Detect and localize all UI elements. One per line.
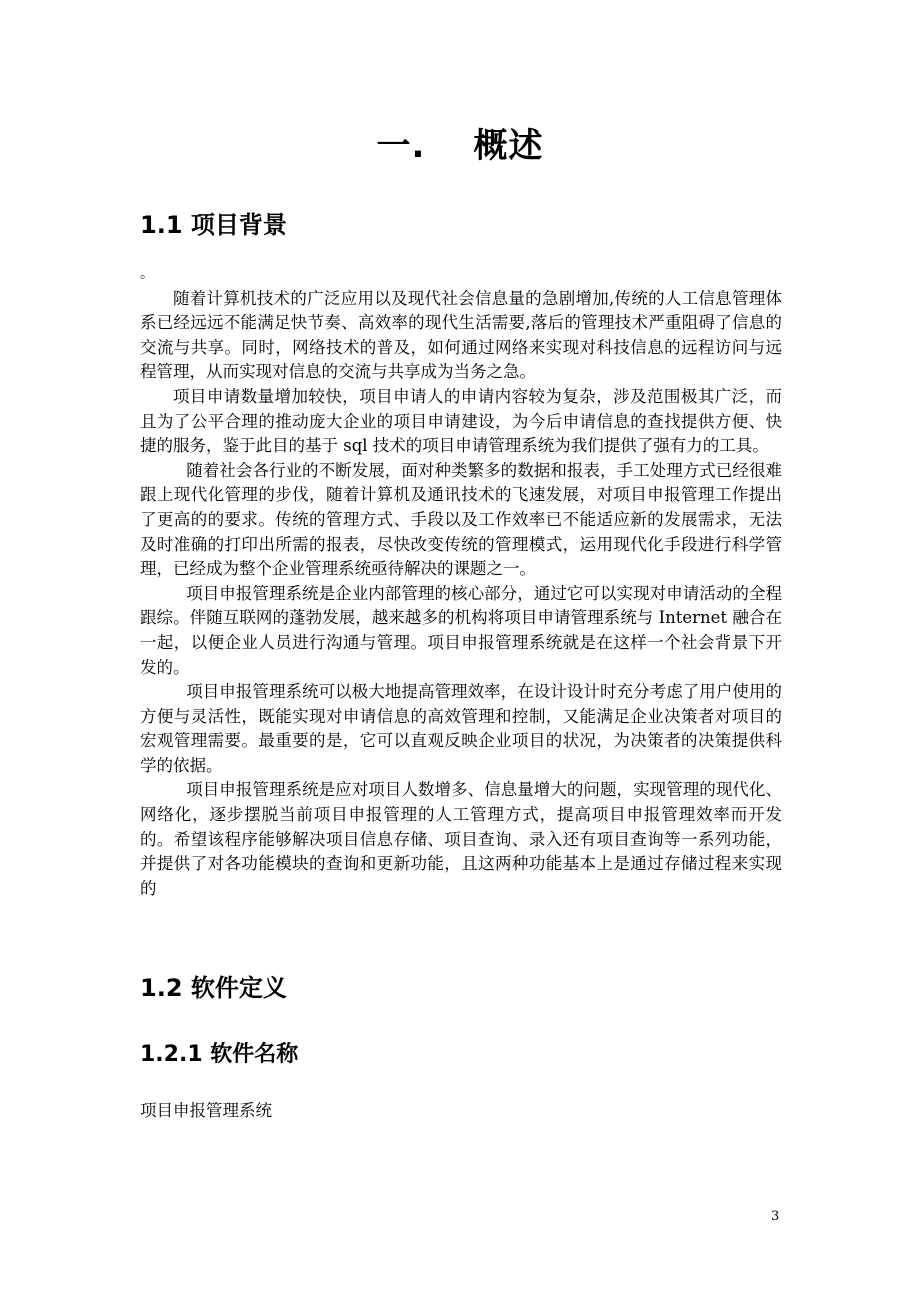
lead-mark: 。	[140, 266, 154, 282]
chapter-title-text: 概述	[473, 126, 544, 166]
section-heading-1-2: 1.2 软件定义	[140, 974, 287, 1002]
page-number: 3	[771, 1209, 780, 1224]
section-heading-1-2-1: 1.2.1 软件名称	[140, 1042, 299, 1067]
chapter-number: 一.	[376, 126, 426, 166]
paragraph-1: 随着计算机技术的广泛应用以及现代社会信息量的急剧增加,传统的人工信息管理体系已经远远不能满足快节奏、高效率的现代生活需要,落后的管理技术严重阻碍了信息的交流与共享。同时，网络技术的普及，如何通过网络来实现对科技信息的远程访问与远程管理，从而实现对信息的交流与共享成为当务之急。	[140, 288, 782, 382]
section-heading-1-1: 1.1 项目背景	[140, 211, 287, 239]
software-name: 项目申报管理系统	[140, 1101, 272, 1120]
chapter-title	[0, 118, 920, 167]
paragraph-2: 项目申请数量增加较快，项目申请人的申请内容较为复杂，涉及范围极其广泛，而且为了公平合理的推动庞大企业的项目申请建设，为今后申请信息的查找提供方便、快捷的服务，鉴于此目的基于 sql 技术的项目申请管理系统为我们提供了强有力的工具。	[140, 386, 782, 456]
paragraph-5: 项目申报管理系统可以极大地提高管理效率，在设计设计时充分考虑了用户使用的方便与灵活性，既能实现对申请信息的高效管理和控制，又能满足企业决策者对项目的宏观管理需要。最重要的是，它可以直观反映企业项目的状况，为决策者的决策提供科学的依据。	[140, 682, 782, 775]
paragraph-3: 随着社会各行业的不断发展，面对种类繁多的数据和报表，手工处理方式已经很难跟上现代化管理的步伐，随着计算机及通讯技术的飞速发展，对项目申报管理工作提出了更高的的要求。传统的管理方式、手段以及工作效率已不能适应新的发展需求，无法及时准确的打印出所需的报表，尽快改变传统的管理模式，运用现代化手段进行科学管理，已经成为整个企业管理系统亟待解决的课题之一。	[140, 460, 782, 579]
paragraph-4: 项目申报管理系统是企业内部管理的核心部分，通过它可以实现对申请活动的全程跟综。伴随互联网的蓬勃发展，越来越多的机构将项目申请管理系统与 Internet 融合在一起，以便企业人员进行沟通与管理。项目申报管理系统就是在这样一个社会背景下开发的。	[140, 583, 782, 677]
paragraph-6: 项目申报管理系统是应对项目人数增多、信息量增大的问题，实现管理的现代化、网络化，逐步摆脱当前项目申报管理的人工管理方式，提高项目申报管理效率而开发的。希望该程序能够解决项目信息存储、项目查询、录入还有项目查询等一系列功能，并提供了对各功能模块的查询和更新功能，且这两种功能基本上是通过存储过程来实现的	[140, 780, 782, 898]
section-1-1-body	[140, 262, 782, 901]
